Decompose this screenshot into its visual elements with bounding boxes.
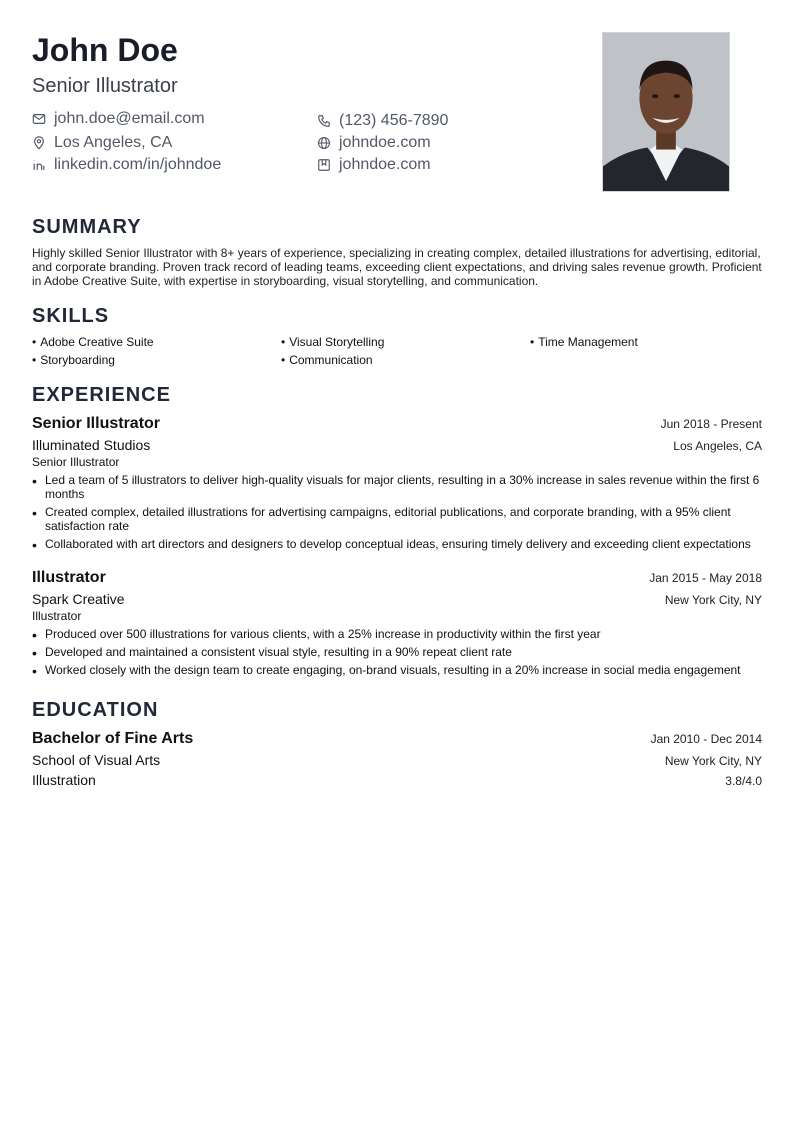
school-location: New York City, NY [664, 754, 762, 768]
profile-photo [602, 32, 730, 192]
gpa: 3.8/4.0 [725, 774, 762, 788]
skill-item: • Communication [281, 353, 530, 367]
job-bullets [32, 627, 762, 677]
job-dates: Jan 2015 - May 2018 [649, 571, 762, 585]
job-company: Spark Creative [32, 591, 125, 607]
globe-icon [317, 136, 331, 150]
skill-item: • Time Management [530, 335, 762, 349]
summary-heading: SUMMARY [32, 216, 142, 238]
skills-list [32, 335, 762, 367]
location-text: Los Angeles, CA [54, 134, 173, 151]
list-item: • Produced over 500 illustrations for various clients, with a 25% increase in productivity within the first year [32, 627, 762, 641]
skill-item: • Adobe Creative Suite [32, 335, 281, 349]
portfolio-text: johndoe.com [339, 156, 431, 173]
job-role: Senior Illustrator [32, 455, 120, 469]
skill-item: • Visual Storytelling [281, 335, 530, 349]
resume-header [32, 32, 762, 208]
website-text: johndoe.com [339, 134, 431, 151]
job-location: Los Angeles, CA [673, 439, 762, 453]
map-pin-icon [32, 136, 46, 150]
phone-text: (123) 456-7890 [339, 112, 449, 129]
education-entry [32, 729, 762, 789]
contact-linkedin[interactable] [32, 155, 221, 175]
school-name: School of Visual Arts [32, 752, 161, 768]
linkedin-text: linkedin.com/in/johndoe [54, 156, 222, 173]
list-item: • Led a team of 5 illustrators to deliver high-quality visuals for major clients, resulting in a 30% increase in sales revenue within the first 6 months [32, 473, 762, 501]
summary-text: Highly skilled Senior Illustrator with 8+ years of experience, specializing in creating complex, detailed illustrations for advertising, editorial, and corporate branding. Proven track record of leading teams, exceeding client expectations, and driving sales revenue growth. Proficient in Adobe Creative Suite, with expertise in storyboarding, visual storytelling, and communication. [32, 246, 762, 288]
job-location: New York City, NY [664, 593, 762, 607]
list-item: • Developed and maintained a consistent visual style, resulting in a 90% repeat client rate [32, 645, 762, 659]
skill-item: • Storyboarding [32, 353, 281, 367]
contact-email[interactable] [32, 109, 205, 129]
education-dates: Jan 2010 - Dec 2014 [650, 732, 762, 746]
job-title: Illustrator [32, 569, 106, 586]
phone-icon [317, 114, 331, 128]
job-bullets [32, 473, 762, 551]
profile-portrait-graphic [603, 33, 729, 191]
list-item: • Worked closely with the design team to create engaging, on-brand visuals, resulting in a 20% increase in social media engagement [32, 663, 762, 677]
experience-heading: EXPERIENCE [32, 384, 171, 406]
job-role: Illustrator [32, 609, 82, 623]
skills-heading: SKILLS [32, 305, 110, 327]
candidate-title: Senior Illustrator [32, 75, 178, 97]
contact-website[interactable] [317, 133, 431, 153]
linkedin-icon [32, 158, 46, 172]
education-heading: EDUCATION [32, 699, 159, 721]
candidate-name: John Doe [32, 32, 178, 68]
job-entry [32, 414, 762, 555]
mail-icon [32, 112, 46, 126]
contact-location [32, 133, 172, 153]
field-of-study: Illustration [32, 772, 96, 788]
email-text: john.doe@email.com [54, 110, 205, 127]
resume-page [32, 32, 762, 788]
list-item: • Collaborated with art directors and designers to develop conceptual ideas, ensuring timely delivery and exceeding client expectations [32, 537, 762, 551]
contact-portfolio[interactable] [317, 155, 431, 175]
job-title: Senior Illustrator [32, 415, 161, 432]
contact-phone[interactable] [317, 111, 448, 131]
job-company: Illuminated Studios [32, 437, 151, 453]
job-dates: Jun 2018 - Present [660, 417, 762, 431]
job-entry [32, 568, 762, 681]
list-item: • Created complex, detailed illustrations for advertising campaigns, editorial publications, and corporate branding, with a 95% client satisfaction rate [32, 505, 762, 533]
portfolio-icon [317, 158, 331, 172]
degree-title: Bachelor of Fine Arts [32, 730, 194, 747]
